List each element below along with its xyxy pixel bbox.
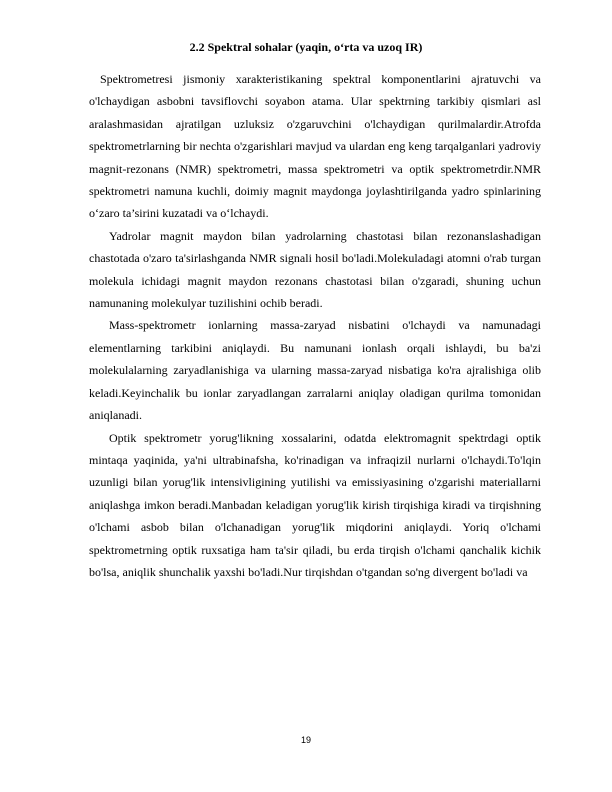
body-text — [89, 68, 541, 583]
paragraph-spectrometer-intro: Spektrometresi jismoniy xarakteristikaning spektral komponentlarini ajratuvchi va o'lchaydigan asbobni tavsiflovchi soyabon atama. Ular spektrning tarkibiy qismlari asl aralashmasidan ajratilgan uzluksiz o'zgaruvchini o'lchaydigan qurilmalardir.Atrofda spektrometrlarning bir nechta o'zgarishlari mavjud va ulardan eng keng tarqalganlari yadroviy magnit-rezonans (NMR) spektrometri, massa spektrometri va optik spektrometrdir.NMR spektrometri namuna kuchli, doimiy magnit maydonga joylashtirilganda yadro spinlarining o‘zaro ta’sirini kuzatadi va o‘lchaydi. — [89, 72, 541, 221]
paragraph-mass-spectrometer: Mass-spektrometr ionlarning massa-zaryad nisbatini o'lchaydi va namunadagi elementlarning tarkibini aniqlaydi. Bu namunani ionlash orqali ishlaydi, bu ba'zi molekulalarning zaryadlanishiga va ularning massa-zaryad nisbatiga ko'ra ajralishiga olib keladi.Keyinchalik bu ionlar zaryadlangan zarralarni aniqlay oladigan qurilma tomonidan aniqlanadi. — [89, 318, 541, 423]
paragraph-nmr-signal: Yadrolar magnit maydon bilan yadrolarning chastotasi bilan rezonanslashadigan chastotada o'zaro ta'sirlashganda NMR signali hosil bo'ladi.Molekuladagi atomni o'rab turgan molekula ichidagi magnit maydon rezonans chastotasi bilan o'zgaradi, shuning uchun namunaning molekulyar tuzilishini ochib beradi. — [89, 228, 541, 311]
paragraph-optical-spectrometer: Optik spektrometr yorug'likning xossalarini, odatda elektromagnit spektrdagi optik mintaqa yaqinida, ya'ni ultrabinafsha, ko'rinadigan va infraqizil nurlarni o'lchaydi.To'lqin uzunligi bilan yorug'lik intensivligining yutilishi va emissiyasining o'zgarishi materiallarni aniqlashga imkon beradi.Manbadan keladigan yorug'lik kirish tirqishiga kiradi va tirqishning o'lchami asbob bilan o'lchanadigan yorug'lik miqdorini aniqlaydi. Yoriq o'lchami spektrometrning optik ruxsatiga ham ta'sir qiladi, bu erda tirqish o'lchami qanchalik kichik bo'lsa, aniqlik shunchalik yaxshi bo'ladi.Nur tirqishdan o'tgandan so'ng divergent bo'ladi va — [89, 430, 541, 579]
page-number: 19 — [300, 735, 311, 745]
section-heading: 2.2 Spektral sohalar (yaqin, o‘rta va uzoq IR) — [189, 40, 423, 54]
